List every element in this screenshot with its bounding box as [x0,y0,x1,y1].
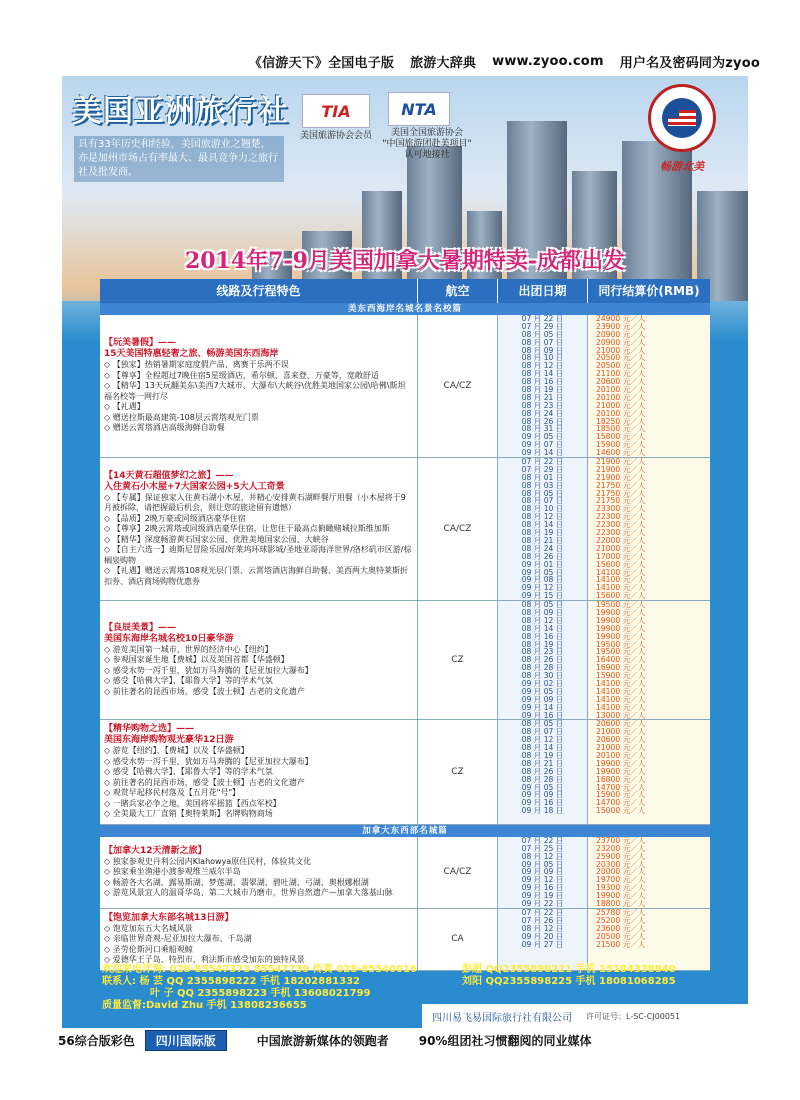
price-value: 20000 元／人 [596,868,646,877]
departure-date: 08 月 05 日 [521,489,564,498]
seal-caption: 畅游北美 [660,160,704,173]
price-value: 19900 元／人 [596,608,646,617]
section-header: 美东西海岸名城名景名校篇 [100,303,710,315]
route-feature: ◇ 【独家】热销暑期家庭度假产品、离赛于乐两不误 [104,360,289,370]
headline: 2014年7-9月美国加拿大暑期特卖-成都出发 [184,248,626,274]
price-value: 23900 元／人 [596,322,646,331]
departure-date: 07 月 22 日 [521,458,564,466]
route-feature: ◇ 【精华】13天玩翻美东\美西7大城市、大瀑布\大峡谷\优胜美地国家公园\哈佛\斯坦福名校等一网打尽 [104,381,406,401]
departure-date: 07 月 22 日 [521,836,564,845]
departure-date: 09 月 09 日 [521,868,564,877]
price-value: 14100 元／人 [596,695,646,704]
departure-date: 08 月 21 日 [521,759,564,768]
price-cell [588,601,710,719]
departure-date: 08 月 23 日 [521,648,564,657]
route-feature: ◇ 独家乘坐渔港小渡参观维兰威尔半岛 [104,867,241,877]
departure-date: 09 月 16 日 [521,799,564,808]
contact-line: 欢迎来电详询: 028-85547373 85547739 传真 028-85540016 [102,964,417,975]
route-feature: ◇ 感受水势一泻千里，犹如万马奔腾的【尼亚加拉大瀑布】 [104,756,313,766]
departure-date: 09 月 05 日 [521,687,564,696]
price-value: 15800 元／人 [596,433,646,442]
price-cell [588,315,710,457]
price-value: 14700 元／人 [596,799,646,808]
nta-caption: 美国全国旅游协会 "中国旅游团赴美项目" 认可地接社 [382,128,472,160]
departure-date: 09 月 20 日 [521,932,564,941]
departure-date: 09 月 14 日 [521,703,564,712]
departure-date: 09 月 27 日 [521,940,564,949]
price-value: 20600 元／人 [596,720,646,729]
airline-cell: CA/CZ [418,837,498,908]
route-title: 【14天黄石超值梦幻之旅】—— [104,470,234,481]
col-header-price: 同行结算价(RMB) [598,284,700,298]
price-value: 15900 元／人 [596,441,646,450]
price-value: 21750 元／人 [596,489,646,498]
departure-date: 08 月 12 日 [521,852,564,861]
departure-date: 08 月 16 日 [521,378,564,387]
date-cell [498,458,588,600]
table-row [100,837,710,909]
price-value: 23600 元／人 [596,924,646,933]
departure-date: 08 月 09 日 [521,608,564,617]
price-value: 19500 元／人 [596,601,646,609]
departure-date: 09 月 16 日 [521,711,564,720]
departure-date: 09 月 09 日 [521,791,564,800]
route-subtitle: 15天美国特惠轻奢之旅、畅游美国东西海岸 [104,349,279,360]
route-subtitle: 美国东海岸购物观光豪华12日游 [104,735,234,746]
price-value: 20900 元／人 [596,338,646,347]
route-feature: ◇ 爱德华王子岛、特烈市、利法斯市感受加东的独特风景 [104,955,305,965]
date-cell [498,601,588,719]
price-value: 19900 元／人 [596,767,646,776]
table-row [100,601,710,720]
route-title: 【玩美暑假】—— [104,338,177,349]
route-title: 【加拿大12天清新之旅】 [104,845,207,856]
price-value: 19300 元／人 [596,884,646,893]
brand-title: 美国亚洲旅行社 [72,94,289,129]
departure-date: 09 月 19 日 [521,892,564,901]
price-value: 19700 元／人 [596,876,646,885]
departure-date: 08 月 21 日 [521,536,564,545]
price-value: 18500 元／人 [596,425,646,434]
price-value: 19900 元／人 [596,759,646,768]
departure-date: 09 月 09 日 [521,695,564,704]
price-table [100,279,710,971]
departure-date: 08 月 07 日 [521,728,564,737]
company-box [422,1004,748,1028]
route-feature: ◇ 【精华】深度畅游黄石国家公园、优胜美地国家公园、大峡谷 [104,534,329,544]
departure-date: 08 月 26 日 [521,656,564,665]
price-value: 14100 元／人 [596,703,646,712]
route-feature: ◇ 观赏早起移民村落及【五月花"号"】 [104,788,241,798]
date-cell [498,720,588,824]
departure-date: 08 月 10 日 [521,505,564,514]
price-cell [588,720,710,824]
top-item[interactable]: www.zyoo.com [492,53,604,69]
contact-line: 叶 子 QQ 2355898223 手机 13608021799 [150,988,371,999]
departure-date: 08 月 05 日 [521,720,564,729]
price-value: 22300 元／人 [596,529,646,537]
price-value: 20900 元／人 [596,330,646,339]
ad-poster [62,76,748,1028]
col-header-date: 出团日期 [498,279,588,303]
route-feature: ◇ 游览美国第一城市、世界的经济中心【纽约】 [104,644,273,654]
price-value: 14100 元／人 [596,687,646,696]
price-value: 20100 元／人 [596,386,646,394]
departure-date: 09 月 12 日 [521,876,564,885]
departure-date: 09 月 08 日 [521,576,564,585]
route-description [100,837,418,908]
route-feature: ◇ 全美最大工厂直销【奥特莱斯】名牌购物商场 [104,809,273,819]
departure-date: 08 月 07 日 [521,497,564,506]
departure-date: 08 月 19 日 [521,751,564,760]
departure-date: 08 月 26 日 [521,767,564,776]
route-feature: ◇ 【品质】2晚万豪或同级酒店豪华住宿 [104,513,246,523]
price-value: 20600 元／人 [596,378,646,387]
route-feature: ◇ 赠送云霄塔酒店高级海鲜自助餐 [104,423,225,433]
airline-cell: CA/CZ [418,315,498,457]
route-subtitle: 入住黄石小木屋+7大国家公园+5大人工奇景 [104,481,285,492]
table-row [100,720,710,825]
table-header [100,279,710,303]
price-value: 21000 元／人 [596,401,646,410]
route-feature: ◇ 感受【哈佛大学】、【耶鲁大学】等的学术气氛 [104,676,273,686]
price-value: 21900 元／人 [596,473,646,482]
price-value: 19900 元／人 [596,632,646,641]
departure-date: 09 月 16 日 [521,884,564,893]
price-value: 22000 元／人 [596,536,646,545]
price-value: 20100 元／人 [596,409,646,418]
departure-date: 08 月 24 日 [521,544,564,553]
route-feature: ◇ 赠送拉斯最高建筑-108层云霄塔观光门票 [104,412,259,422]
price-value: 14100 元／人 [596,679,646,688]
route-description [100,909,418,970]
table-row [100,315,710,458]
price-value: 23200 元／人 [596,844,646,853]
departure-date: 09 月 02 日 [521,679,564,688]
departure-date: 07 月 26 日 [521,916,564,925]
route-feature: ◇ 前往著名的昆西市场，感受【波士顿】古老的文化遗产 [104,686,305,696]
route-title: 【良辰美景】—— [104,622,177,633]
col-header-route: 线路及行程特色 [100,279,418,303]
price-value: 21900 元／人 [596,458,646,466]
price-value: 18800 元／人 [596,900,646,908]
departure-date: 08 月 07 日 [521,338,564,347]
departure-date: 09 月 22 日 [521,900,564,908]
price-value: 14100 元／人 [596,576,646,585]
top-header [0,48,800,74]
price-value: 21000 元／人 [596,544,646,553]
price-value: 22300 元／人 [596,513,646,522]
price-value: 19500 元／人 [596,640,646,649]
price-value: 25900 元／人 [596,852,646,861]
date-cell [498,909,588,970]
route-feature: ◇ 一睹兵家必争之地，美国将军摇篮【西点军校】 [104,798,281,808]
license-number: 许可证号：L-SC-CJ00051 [586,1011,681,1021]
price-value: 15900 元／人 [596,791,646,800]
table-row [100,909,710,971]
price-value: 13000 元／人 [596,711,646,720]
departure-date: 07 月 22 日 [521,908,564,917]
departure-date: 09 月 05 日 [521,568,564,577]
top-item: 用户名及密码同为zyoo [619,55,760,71]
departure-date: 07 月 22 日 [521,315,564,323]
price-value: 20500 元／人 [596,362,646,371]
top-item: 旅游大辞典 [410,55,477,71]
departure-date: 08 月 19 日 [521,386,564,394]
route-feature: ◇ 【专属】保证独家入住黄石湖小木屋，并精心安排黄石湖畔餐厅用餐（小木屋将于9月被拆除，请把握最后机会，则让您的旅途留有遗憾） [104,492,406,513]
route-feature: ◇ 【尊享】2晚云霄塔或同级酒店豪华住宿，让您住于最高点俯瞰赌城拉斯维加斯 [104,524,390,534]
departure-date: 07 月 29 日 [521,322,564,331]
departure-date: 09 月 05 日 [521,783,564,792]
date-cell [498,315,588,457]
route-title: 【精华购物之选】—— [104,724,195,735]
price-value: 23300 元／人 [596,505,646,514]
price-value: 14600 元／人 [596,449,646,458]
route-description [100,601,418,719]
contact-line: 刘阳 QQ2355898225 手机 18081068285 [462,976,676,987]
route-feature: ◇ 圣劳伦斯河口乘船观鲸 [104,944,193,954]
slogan: 90%组团社习惯翻阅的同业媒体 [418,1033,592,1048]
price-value: 18250 元／人 [596,417,646,426]
price-value: 23700 元／人 [596,836,646,845]
airline-cell: CZ [418,720,498,824]
price-value: 21500 元／人 [596,940,646,949]
departure-date: 08 月 28 日 [521,664,564,673]
departure-date: 08 月 28 日 [521,775,564,784]
price-value: 14100 元／人 [596,584,646,593]
route-feature: ◇ 前往著名的昆西市场，感受【波士顿】古老的文化遗产 [104,777,305,787]
route-feature: ◇ 【礼遇】 [104,402,145,412]
departure-date: 08 月 31 日 [521,425,564,434]
departure-date: 08 月 26 日 [521,417,564,426]
price-value: 20100 元／人 [596,751,646,760]
price-value: 19900 元／人 [596,616,646,625]
departure-date: 08 月 14 日 [521,624,564,633]
price-value: 15600 元／人 [596,592,646,601]
north-america-seal-icon [648,84,716,152]
departure-date: 09 月 05 日 [521,433,564,442]
departure-date: 08 月 12 日 [521,736,564,745]
route-description [100,720,418,824]
price-cell [588,837,710,908]
departure-date: 09 月 12 日 [521,584,564,593]
bottom-bar [58,1030,758,1050]
price-value: 15000 元／人 [596,807,646,816]
route-feature: ◇ 【礼遇】赠送云霄塔108观光层门票、云霄塔酒店海鲜自助餐、美西两大奥特莱斯折扣券、酒店商场购物优惠券 [104,566,408,586]
contact-line: 联系人: 杨 芸 QQ 2355898222 手机 18202881332 [102,976,361,987]
section-header: 加拿大东西部名城篇 [100,825,710,837]
contact-line: 彭超 QQ2355898221 手机 15184338840 [462,964,676,975]
departure-date: 08 月 30 日 [521,672,564,680]
route-feature: ◇ 【尊享】全程超过7晚住宿5星级酒店，希尔顿、喜来登、万豪等，宽敞舒适 [104,370,379,380]
price-value: 21100 元／人 [596,370,646,379]
price-value: 16800 元／人 [596,775,646,784]
price-value: 25780 元／人 [596,908,646,917]
departure-date: 08 月 12 日 [521,616,564,625]
table-row [100,458,710,601]
route-subtitle: 美国东海岸名城名校10日豪华游 [104,633,234,644]
price-value: 19900 元／人 [596,624,646,633]
departure-date: 09 月 18 日 [521,807,564,816]
route-feature: ◇ 游览风景宜人的温哥华岛、第二大城市乃磨市，世界自然遗产—加拿大落基山脉 [104,888,393,898]
price-value: 24900 元／人 [596,315,646,323]
contact-line: 质量监督:David Zhu 手机 13808236655 [102,1000,307,1011]
airline-cell: CZ [418,601,498,719]
departure-date: 09 月 05 日 [521,860,564,869]
price-value: 16400 元／人 [596,656,646,665]
price-value: 21750 元／人 [596,481,646,490]
slogan: 中国旅游新媒体的领跑者 [256,1033,389,1048]
top-item: 《信游天下》全国电子版 [248,55,395,71]
departure-date: 08 月 23 日 [521,401,564,410]
route-feature: ◇ 独家参观史丹利公园内Klahowya原住民村，体验其文化 [104,856,312,866]
price-value: 21900 元／人 [596,465,646,474]
flag-icon [660,96,704,140]
departure-date: 08 月 14 日 [521,521,564,530]
canada-groups [100,837,710,971]
departure-date: 08 月 12 日 [521,513,564,522]
company-name: 四川易飞易国际旅行社有限公司 [432,1012,572,1024]
departure-date: 08 月 09 日 [521,346,564,355]
airline-cell: CA/CZ [418,458,498,600]
price-value: 25200 元／人 [596,916,646,925]
tia-logo: TIA [302,94,370,128]
price-value: 20600 元／人 [596,736,646,745]
price-value: 20300 元／人 [596,860,646,869]
departure-date: 08 月 14 日 [521,744,564,752]
price-value: 21750 元／人 [596,497,646,506]
price-value: 15600 元／人 [596,560,646,569]
departure-date: 08 月 19 日 [521,640,564,649]
route-description [100,458,418,600]
departure-date: 08 月 16 日 [521,632,564,641]
route-title: 【饱览加拿大东部名城13日游】 [104,912,234,923]
brand-intro: 具有33年历史和经验，美国旅游业之翘楚，亦是加州市场占有率最大、最具竞争力之旅行社及批发商。 [74,136,284,182]
price-value: 20500 元／人 [596,354,646,363]
price-value: 20100 元／人 [596,393,646,402]
departure-date: 09 月 07 日 [521,441,564,450]
route-feature: ◇ 饱览加东五大名城风景 [104,923,193,933]
price-cell [588,909,710,970]
edition-tag: 四川国际版 [145,1030,227,1051]
departure-date: 08 月 12 日 [521,924,564,933]
price-cell [588,458,710,600]
departure-date: 07 月 25 日 [521,844,564,853]
departure-date: 08 月 12 日 [521,362,564,371]
route-feature: ◇ 亲临世界奇观-尼亚加拉大瀑布、千岛湖 [104,934,252,944]
price-value: 14100 元／人 [596,568,646,577]
departure-date: 08 月 01 日 [521,473,564,482]
price-value: 19500 元／人 [596,648,646,657]
route-feature: ◇ 感受【哈佛大学】、【耶鲁大学】等的学术气氛 [104,767,273,777]
price-value: 16900 元／人 [596,664,646,673]
departure-date: 09 月 14 日 [521,449,564,458]
nta-logo: NTA [388,92,450,126]
price-value: 22300 元／人 [596,521,646,530]
departure-date: 08 月 19 日 [521,529,564,537]
price-value: 14700 元／人 [596,783,646,792]
departure-date: 08 月 14 日 [521,370,564,379]
route-feature: ◇ 感受水势一泻千里，犹如万马奔腾的【尼亚加拉大瀑布】 [104,665,313,675]
airline-cell: CA [418,909,498,970]
tia-caption: 美国旅游协会会员 [299,131,372,141]
route-feature: ◇ 游览【纽约】、【费城】以及【华盛顿】 [104,746,249,756]
us-groups [100,315,710,825]
departure-date: 08 月 24 日 [521,409,564,418]
departure-date: 08 月 26 日 [521,552,564,561]
departure-date: 09 月 15 日 [521,592,564,601]
price-value: 21000 元／人 [596,744,646,752]
route-feature: ◇ 参观国家诞生地【费城】以及美国首都【华盛顿】 [104,655,289,665]
col-header-airline: 航空 [418,279,498,303]
departure-date: 08 月 05 日 [521,601,564,609]
departure-date: 08 月 10 日 [521,354,564,363]
price-value: 21000 元／人 [596,728,646,737]
route-feature: ◇ 【自主六选一】迪斯尼冒险乐园/好莱坞环球影城/圣地亚哥海洋世界/洛杉矶市区游/棕榈泉购物 [104,545,412,565]
departure-date: 08 月 03 日 [521,481,564,490]
price-value: 19900 元／人 [596,892,646,901]
price-value: 21000 元／人 [596,346,646,355]
price-value: 15900 元／人 [596,672,646,680]
departure-date: 07 月 29 日 [521,465,564,474]
date-cell [498,837,588,908]
page-number: 56综合版彩色 [58,1033,135,1048]
departure-date: 09 月 01 日 [521,560,564,569]
departure-date: 08 月 21 日 [521,393,564,402]
price-value: 17000 元／人 [596,552,646,561]
route-feature: ◇ 畅游各大名湖，露易斯湖、梦莲湖、翡翠湖、碧吐湖、弓湖、奥根娜根湖 [104,877,369,887]
price-value: 20500 元／人 [596,932,646,941]
route-description [100,315,418,457]
departure-date: 08 月 05 日 [521,330,564,339]
